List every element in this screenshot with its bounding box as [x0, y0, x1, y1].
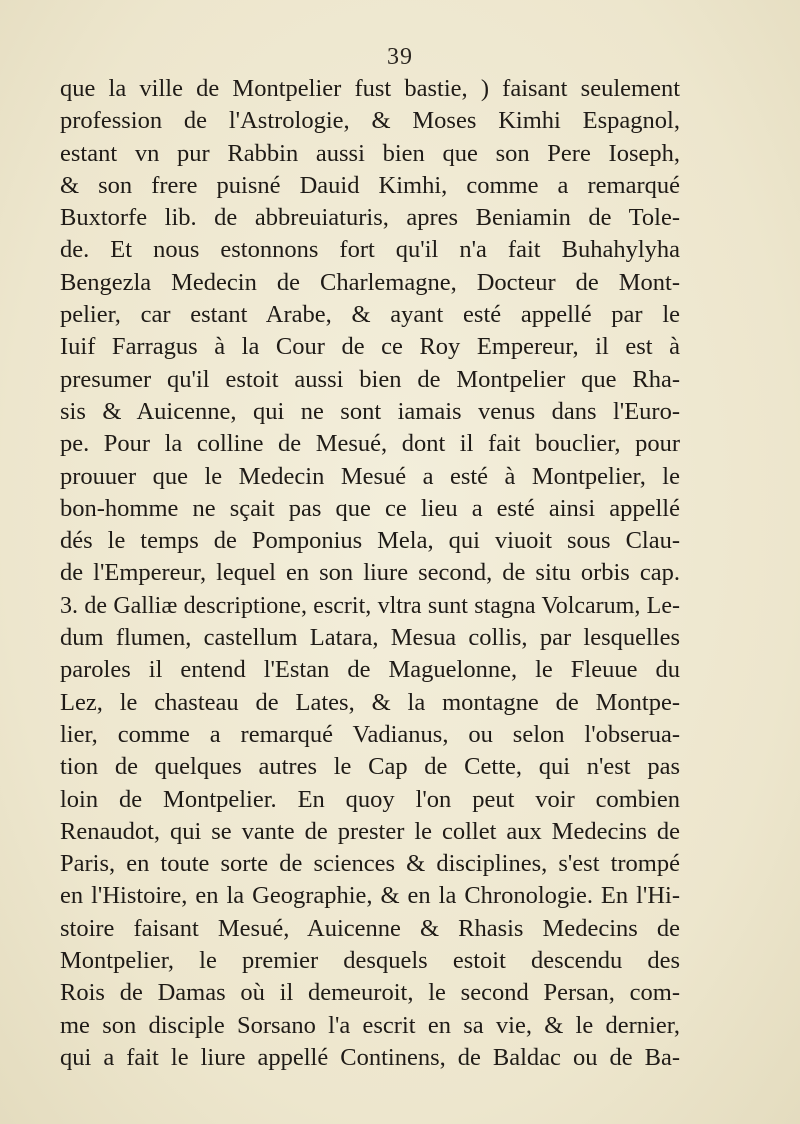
text-line: Bengezla Medecin de Charlemagne, Docteur de Mont- [60, 268, 680, 296]
text-line: tion de quelques autres le Cap de Cette, qui n'est pas [60, 753, 680, 781]
text-line: qui a fait le liure appellé Continens, de Baldac ou de Ba- [60, 1043, 680, 1071]
text-line: bon-homme ne sçait pas que ce lieu a esté ainsi appellé [60, 494, 680, 522]
text-line: paroles il entend l'Estan de Maguelonne, le Fleuue du [60, 656, 680, 684]
text-line: sis & Auicenne, qui ne sont iamais venus dans l'Euro- [60, 397, 680, 425]
text-line: en l'Histoire, en la Geographie, & en la Chronologie. En l'Hi- [60, 882, 680, 910]
text-line: & son frere puisné Dauid Kimhi, comme a remarqué [60, 171, 680, 199]
text-line: prouuer que le Medecin Mesué a esté à Montpelier, le [60, 462, 680, 490]
text-line: de. Et nous estonnons fort qu'il n'a fait Buhahylyha [60, 236, 680, 264]
text-line: pe. Pour la colline de Mesué, dont il fait bouclier, pour [60, 430, 680, 458]
text-line: Lez, le chasteau de Lates, & la montagne de Montpe- [60, 688, 680, 716]
text-line: stoire faisant Mesué, Auicenne & Rhasis Medecins de [60, 914, 680, 942]
page-number: 39 [387, 44, 413, 70]
text-line: Rois de Damas où il demeuroit, le second Persan, com- [60, 979, 680, 1007]
text-line: lier, comme a remarqué Vadianus, ou selon l'obserua- [60, 720, 680, 748]
text-line: me son disciple Sorsano l'a escrit en sa vie, & le dernier, [60, 1011, 680, 1039]
text-line: Montpelier, le premier desquels estoit descendu des [60, 947, 680, 975]
text-line: Iuif Farragus à la Cour de ce Roy Empereur, il est à [60, 333, 680, 361]
text-line: Paris, en toute sorte de sciences & disciplines, s'est trompé [60, 850, 680, 878]
text-line: presumer qu'il estoit aussi bien de Montpelier que Rha- [60, 365, 680, 393]
body-text [60, 73, 680, 1074]
text-line: que la ville de Montpelier fust bastie, ) faisant seulement [60, 75, 680, 102]
text-line: dum flumen, castellum Latara, Mesua collis, par lesquelles [60, 624, 680, 652]
text-line: estant vn pur Rabbin aussi bien que son Pere Ioseph, [60, 139, 680, 167]
text-line: Buxtorfe lib. de abbreuiaturis, apres Beniamin de Tole- [60, 204, 680, 232]
text-line: profession de l'Astrologie, & Moses Kimhi Espagnol, [60, 107, 680, 135]
text-line: dés le temps de Pomponius Mela, qui viuoit sous Clau- [60, 527, 680, 555]
text-line: loin de Montpelier. En quoy l'on peut voir combien [60, 785, 680, 813]
text-line: pelier, car estant Arabe, & ayant esté appellé par le [60, 301, 680, 329]
text-line: de l'Empereur, lequel en son liure second, de situ orbis cap. [60, 559, 680, 587]
text-line: Renaudot, qui se vante de prester le collet aux Medecins de [60, 817, 680, 845]
text-line: 3. de Galliæ descriptione, escrit, vltra sunt stagna Volcarum, Le- [60, 592, 680, 619]
